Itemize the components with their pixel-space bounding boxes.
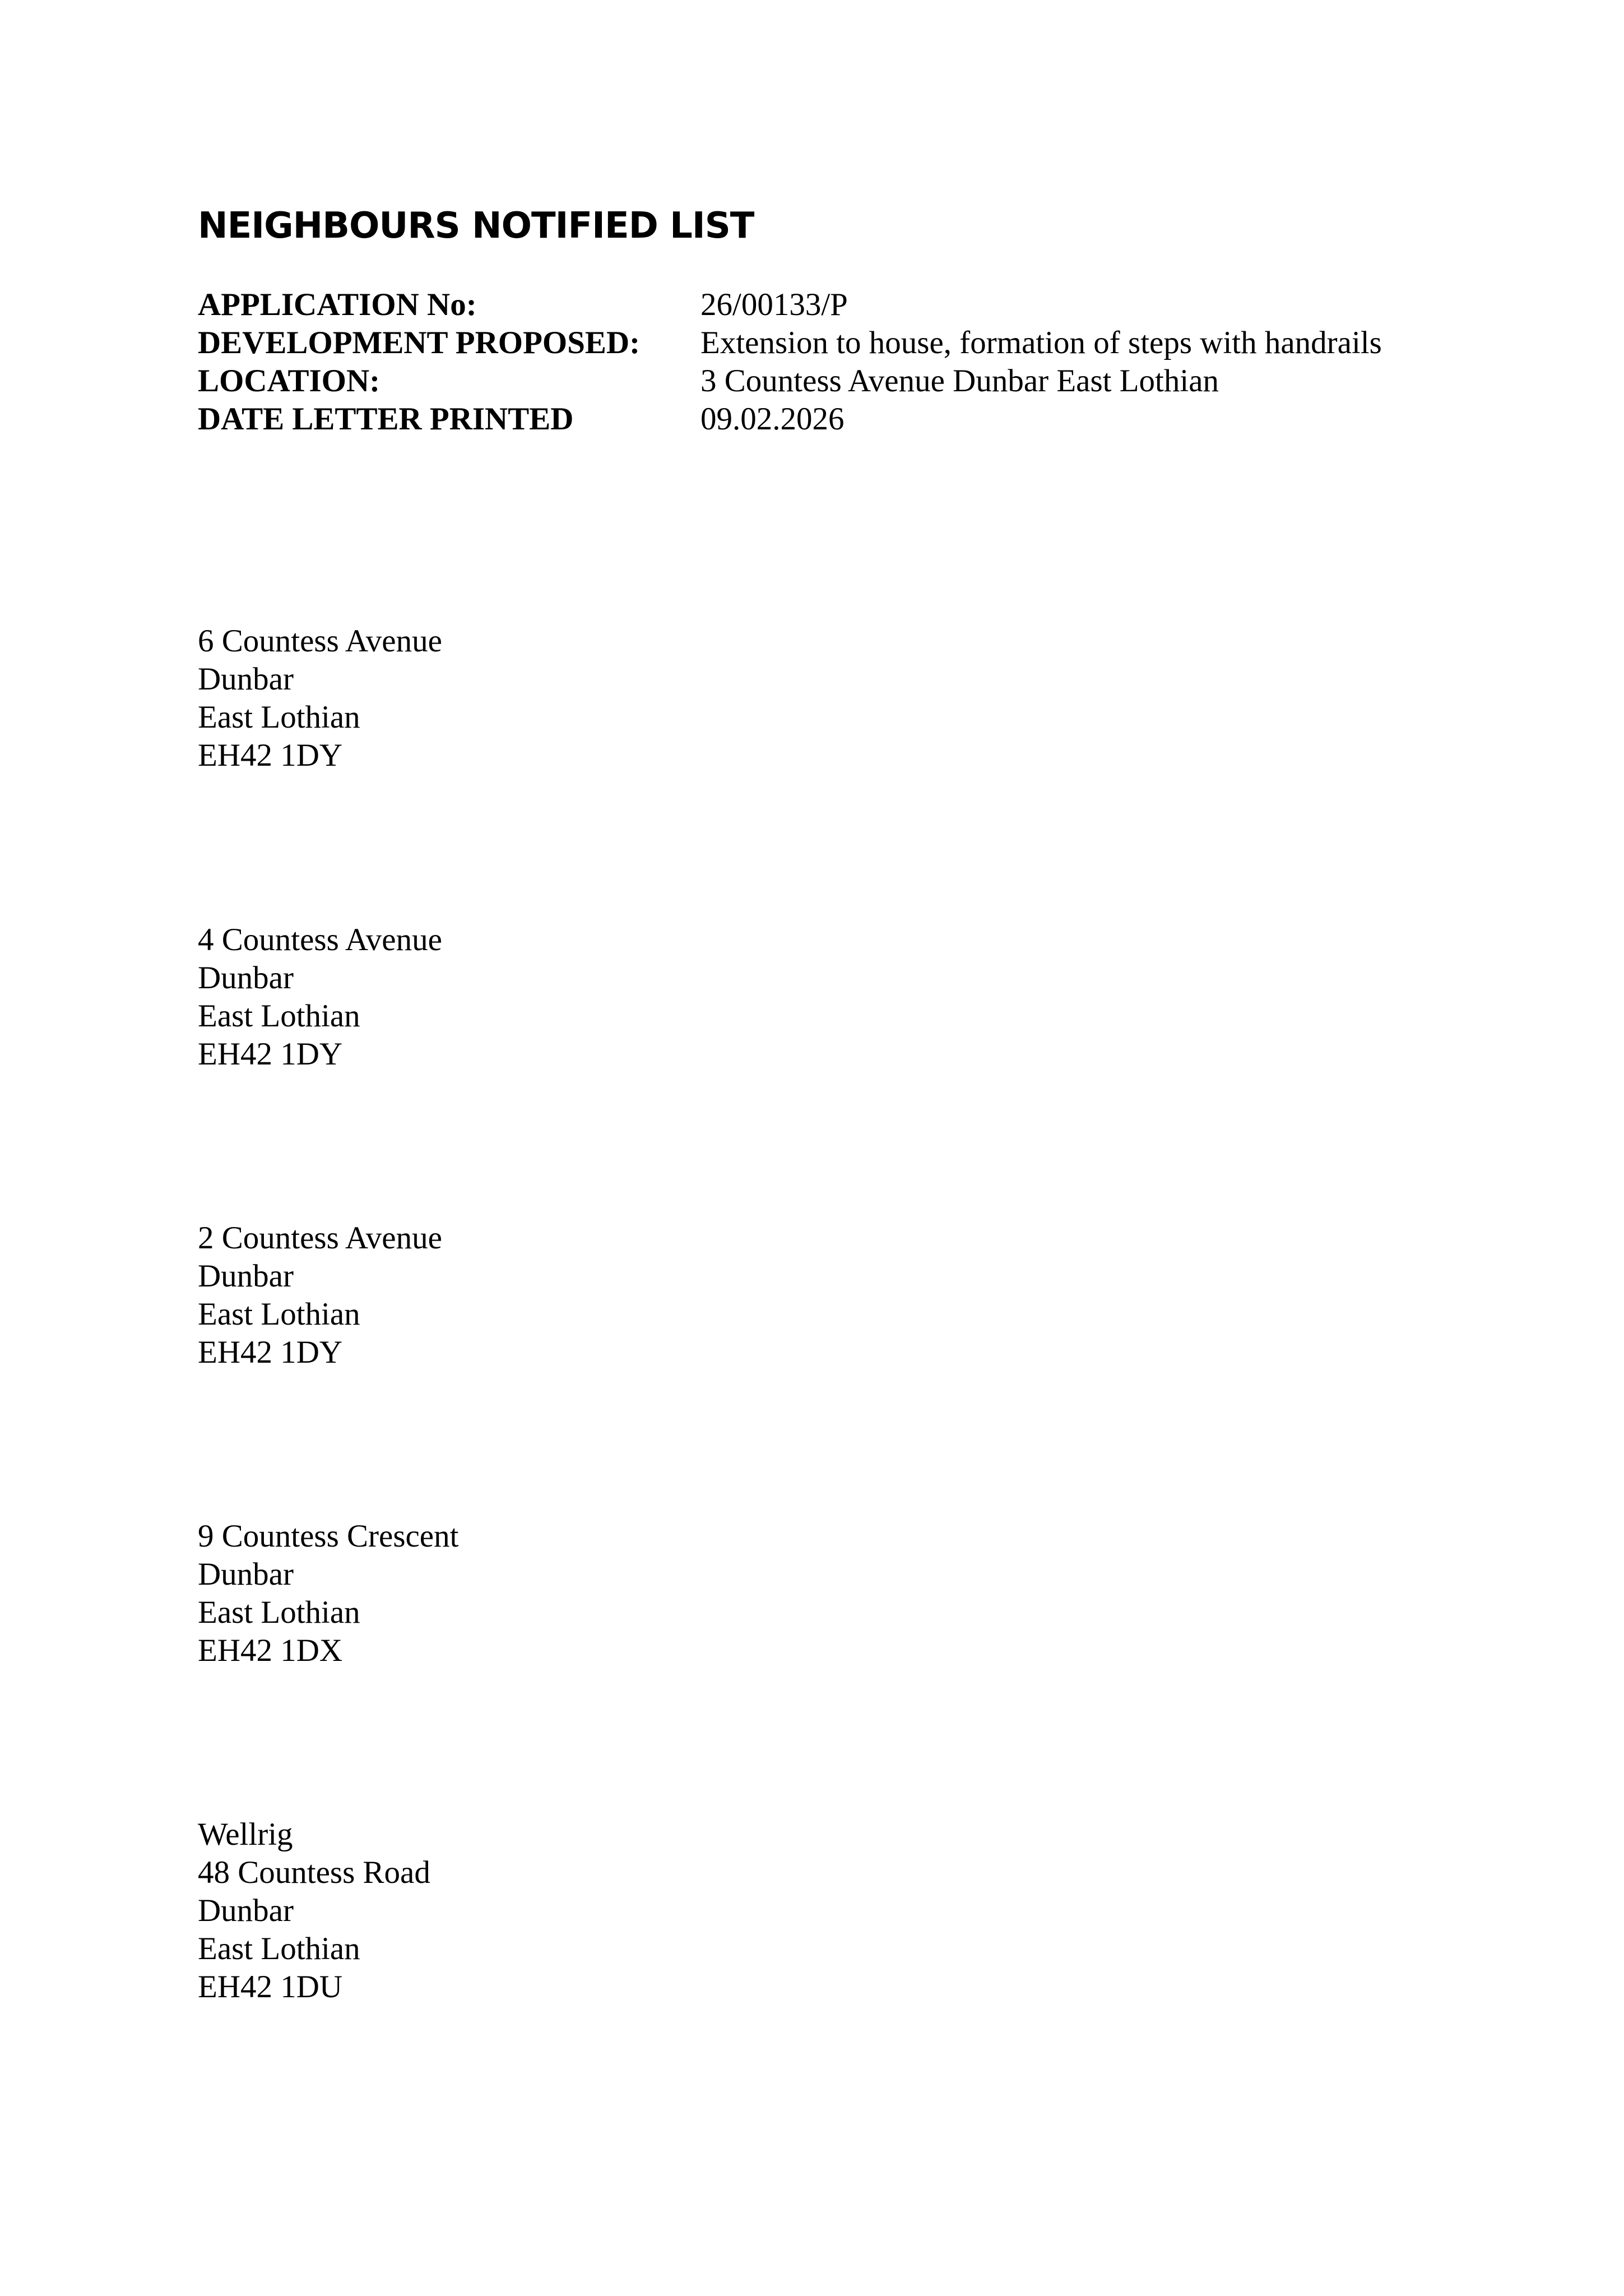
development-proposed-value: Extension to house, formation of steps with handrails xyxy=(700,325,1382,360)
address-line: Dunbar xyxy=(198,1258,294,1294)
address-line: 4 Countess Avenue xyxy=(198,922,442,957)
application-details xyxy=(198,286,1382,438)
development-proposed-label: DEVELOPMENT PROPOSED: xyxy=(198,325,641,360)
address-line: 9 Countess Crescent xyxy=(198,1519,459,1554)
address-line: East Lothian xyxy=(198,1297,360,1332)
address-line: 48 Countess Road xyxy=(198,1855,430,1890)
address-line: Dunbar xyxy=(198,1557,294,1592)
address-line: EH42 1DY xyxy=(198,1335,343,1370)
location-row xyxy=(198,362,1382,400)
address-line: East Lothian xyxy=(198,998,360,1034)
address-block xyxy=(198,622,442,775)
address-line: Dunbar xyxy=(198,1893,294,1928)
address-line: Wellrig xyxy=(198,1817,293,1852)
address-block xyxy=(198,921,442,1073)
address-block xyxy=(198,1816,430,2006)
location-value: 3 Countess Avenue Dunbar East Lothian xyxy=(700,363,1219,399)
page-title: NEIGHBOURS NOTIFIED LIST xyxy=(198,205,754,247)
address-line: EH42 1DY xyxy=(198,1036,343,1072)
address-line: EH42 1DU xyxy=(198,1969,343,2005)
development-proposed-row xyxy=(198,324,1382,362)
application-number-row xyxy=(198,286,1382,324)
address-block xyxy=(198,1517,458,1670)
address-line: EH42 1DY xyxy=(198,738,343,773)
address-line: 6 Countess Avenue xyxy=(198,623,442,659)
address-line: 2 Countess Avenue xyxy=(198,1220,442,1256)
date-letter-printed-label: DATE LETTER PRINTED xyxy=(198,401,574,437)
location-label: LOCATION: xyxy=(198,363,381,399)
address-line: Dunbar xyxy=(198,661,294,697)
address-line: East Lothian xyxy=(198,700,360,735)
address-line: Dunbar xyxy=(198,960,294,996)
address-line: EH42 1DX xyxy=(198,1633,343,1668)
address-block xyxy=(198,1219,442,1372)
date-letter-printed-row xyxy=(198,400,1382,438)
address-line: East Lothian xyxy=(198,1595,360,1630)
application-number-label: APPLICATION No: xyxy=(198,287,477,322)
application-number-value: 26/00133/P xyxy=(700,287,848,322)
date-letter-printed-value: 09.02.2026 xyxy=(700,401,845,437)
address-line: East Lothian xyxy=(198,1931,360,1966)
